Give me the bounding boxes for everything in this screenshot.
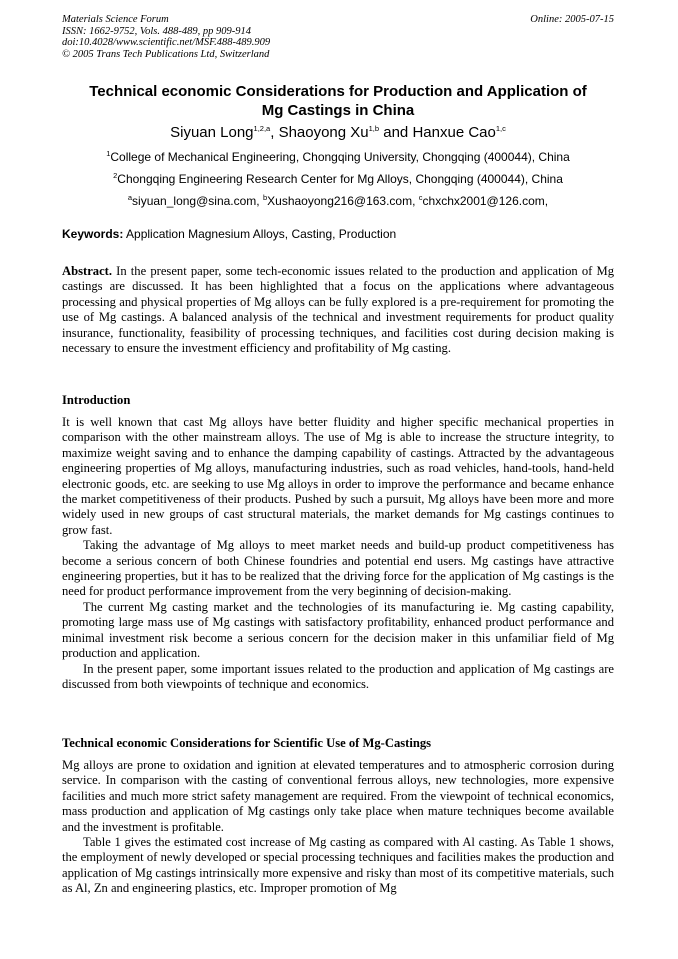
affiliation-2 [62, 172, 614, 187]
section-2-paragraph-2: Table 1 gives the estimated cost increase of Mg casting as compared with Al casting. As Table 1 shows, the employment of newly developed or special processing techniques and facilities makes the production and application of Mg castings intrinsically more expensive and risky than most of its competitive materials, such as Al, Zn and engineering plastics, etc. Improper promotion of Mg [62, 835, 614, 896]
online-date: Online: 2005-07-15 [530, 14, 614, 25]
author-separator: and [379, 124, 413, 141]
section-2-paragraph-1: Mg alloys are prone to oxidation and ignition at elevated temperatures and to atmospheric corrosion during service. In comparison with the casting of conventional ferrous alloys, new technologies, more expensive facilities and much more strict safety management are required. From the viewpoint of technical economics, mass production and application of Mg castings only take place when mature techniques become available and the investment is profitable. [62, 758, 614, 834]
author-list [62, 123, 614, 143]
keywords-text: Application Magnesium Alloys, Casting, Production [123, 227, 397, 241]
intro-paragraph-4: In the present paper, some important issues related to the production and application of Mg castings are discussed from both viewpoints of technique and economics. [62, 661, 614, 691]
abstract-label: Abstract. [62, 264, 113, 278]
affiliation-2-text: Chongqing Engineering Research Center for Mg Alloys, Chongqing (400044), China [117, 172, 563, 186]
email-a-sup: a [127, 193, 133, 202]
journal-copyright: © 2005 Trans Tech Publications Ltd, Switzerland [62, 48, 270, 60]
author-emails [62, 194, 614, 209]
author-separator: , [270, 124, 279, 141]
author-1-sup: 1,2,a [253, 124, 271, 133]
email-a: siyuan_long@sina.com, [132, 194, 263, 208]
affiliation-1-sup: 1 [106, 149, 111, 158]
keywords [62, 227, 614, 242]
keywords-label: Keywords: [62, 227, 124, 241]
author-2-sup: 1,b [368, 124, 380, 133]
journal-header [62, 14, 270, 60]
abstract [62, 264, 614, 356]
email-b: Xushaoyong216@163.com, [267, 194, 419, 208]
title-line-1: Technical economic Considerations for Production and Application of [89, 83, 587, 100]
paper-title [62, 82, 614, 120]
email-c: chxchx2001@126.com, [422, 194, 549, 208]
affiliation-1 [62, 150, 614, 165]
intro-paragraph-1: It is well known that cast Mg alloys have better fluidity and higher specific mechanical properties in comparison with the other mainstream alloys. The use of Mg is able to increase the structure integrity, to maximize weight saving and to enhance the damping capability of castings. Attracted by the advantageous engineering properties of Mg alloys, manufacturing industries, such as road vehicles, hand-tools, hand-held electronic goods, etc. are seeking to use Mg alloys in order to improve the performance and became enhance the market competitiveness of their products. Pushed by such a pursuit, Mg alloys have been more and more widely used in new groups of cast structural materials, the market demands for Mg castings continues to grow fast. [62, 415, 614, 537]
introduction-heading: Introduction [62, 393, 131, 407]
abstract-text: In the present paper, some tech-economic issues related to the production and application of Mg castings are discussed. It has been highlighted that a focus on the applications where advantageous processing and physical properties of Mg alloys can be fully explored is a pre-requirement for promoting the use of Mg castings. A balanced analysis of the technical and investment requirements for product quality insurance, functionality, feasibility of processing techniques, and facilities cost during decision making is necessary to ensure the investment efficiency and profitability of Mg casting. [62, 264, 614, 356]
email-b-sup: b [262, 193, 268, 202]
author-2: Shaoyong Xu [278, 124, 369, 141]
email-c-sup: c [418, 193, 423, 202]
journal-issn: ISSN: 1662-9752, Vols. 488-489, pp 909-914 [62, 25, 251, 37]
intro-paragraph-3: The current Mg casting market and the technologies of its manufacturing ie. Mg casting capability, promoting large mass use of Mg castings with satisfactory profitability, enhanced product performance and minimal investment risk become a serious concern for the decision maker in this unfamiliar field of Mg production and application. [62, 599, 614, 661]
introduction-body [62, 415, 614, 692]
intro-paragraph-2: Taking the advantage of Mg alloys to meet market needs and build-up product competitiveness has become a serious concern of both Chinese foundries and potential end users. Mg castings have attractive engineering properties, but it has to be realized that the driving force for the application of Mg castings is the need for product performance improvement from the very beginning of decision-making. [62, 538, 614, 599]
author-3-sup: 1,c [495, 124, 506, 133]
title-line-2: Mg Castings in China [261, 102, 415, 119]
affiliation-1-text: College of Mechanical Engineering, Chongqing University, Chongqing (400044), China [110, 150, 570, 164]
author-3: Hanxue Cao [412, 124, 496, 141]
journal-name: Materials Science Forum [62, 14, 169, 25]
affiliation-2-sup: 2 [113, 171, 118, 180]
section-2-heading: Technical economic Considerations for Scientific Use of Mg-Castings [62, 736, 432, 750]
journal-doi: doi:10.4028/www.scientific.net/MSF.488-489.909 [62, 37, 271, 48]
section-2-body [62, 758, 614, 897]
author-1: Siyuan Long [170, 124, 254, 141]
